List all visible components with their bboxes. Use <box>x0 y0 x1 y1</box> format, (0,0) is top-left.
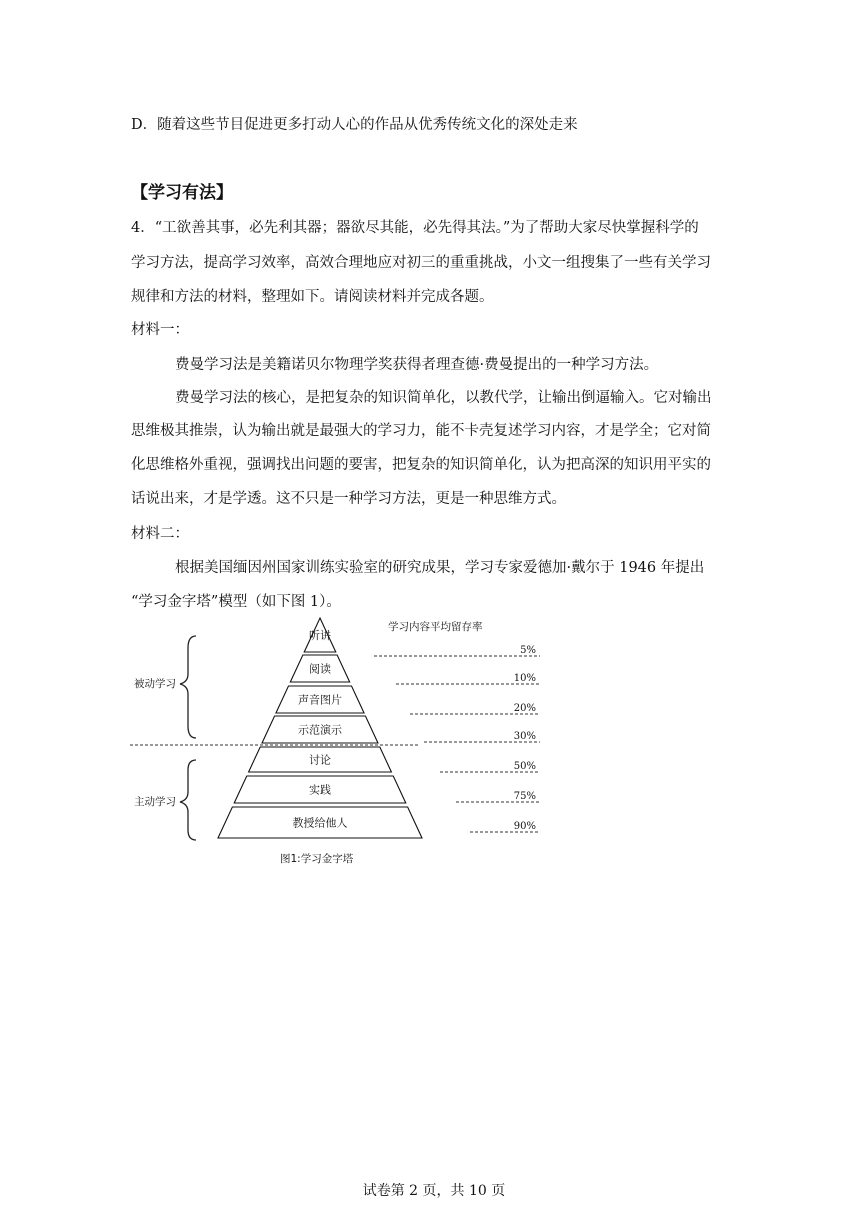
material2-line1: 根据美国缅因州国家训练实验室的研究成果，学习专家爱德加·戴尔于 1946 年提出 <box>175 560 705 576</box>
retention-rate-label: 20% <box>513 703 536 714</box>
retention-rate-label: 75% <box>513 791 536 802</box>
section-heading: 【学习有法】 <box>131 183 233 203</box>
material1-label: 材料一： <box>131 322 189 338</box>
passive-brace <box>180 636 196 738</box>
pyramid-level-label: 讨论 <box>309 753 331 767</box>
retention-rate-label: 50% <box>513 761 536 772</box>
pyramid-level-label: 阅读 <box>309 662 331 676</box>
material1-paragraph1: 费曼学习法是美籍诺贝尔物理学奖获得者理查德·费曼提出的一种学习方法。 <box>175 357 659 373</box>
active-label: 主动学习 <box>134 796 176 808</box>
retention-rate-label: 30% <box>513 731 536 742</box>
pyramid-level-label: 示范演示 <box>298 723 342 737</box>
retention-rate-label: 10% <box>513 673 536 684</box>
option-d: D．随着这些节目促进更多打动人心的作品从优秀传统文化的深处走来 <box>131 117 578 133</box>
pyramid-level-label: 听讲 <box>309 629 331 642</box>
active-brace <box>180 760 196 840</box>
learning-pyramid-figure <box>130 612 560 872</box>
retention-rate-label: 90% <box>513 821 536 832</box>
passive-label: 被动学习 <box>134 678 176 690</box>
question-line-1: 4．“工欲善其事，必先利其器；器欲尽其能，必先得其法。”为了帮助大家尽快掌握科学的 <box>131 220 699 236</box>
pyramid-level-label: 教授给他人 <box>292 816 348 830</box>
retention-rate-label: 5% <box>520 645 536 656</box>
material2-label: 材料二： <box>131 526 189 542</box>
pyramid-level-label: 实践 <box>309 783 331 797</box>
page-footer: 试卷第 2 页，共 10 页 <box>362 1183 506 1199</box>
question-line-3: 规律和方法的材料，整理如下。请阅读材料并完成各题。 <box>131 289 494 305</box>
material1-p2-line1: 费曼学习法的核心，是把复杂的知识简单化，以教代学，让输出倒逼输入。它对输出 <box>175 390 712 406</box>
material2-line2: “学习金字塔”模型（如下图 1）。 <box>131 594 341 610</box>
figure-header: 学习内容平均留存率 <box>388 621 483 633</box>
pyramid-level-label: 声音图片 <box>298 693 342 707</box>
question-line-2: 学习方法，提高学习效率，高效合理地应对初三的重重挑战，小文一组搜集了一些有关学习 <box>131 255 711 271</box>
material1-p2-line3: 化思维格外重视，强调找出问题的要害，把复杂的知识简单化，认为把高深的知识用平实的 <box>131 457 711 473</box>
figure-caption: 图1:学习金字塔 <box>280 853 354 865</box>
material1-p2-line4: 话说出来，才是学透。这不只是一种学习方法，更是一种思维方式。 <box>131 491 566 507</box>
material1-p2-line2: 思维极其推崇，认为输出就是最强大的学习力，能不卡壳复述学习内容，才是学全；它对简 <box>131 423 711 439</box>
